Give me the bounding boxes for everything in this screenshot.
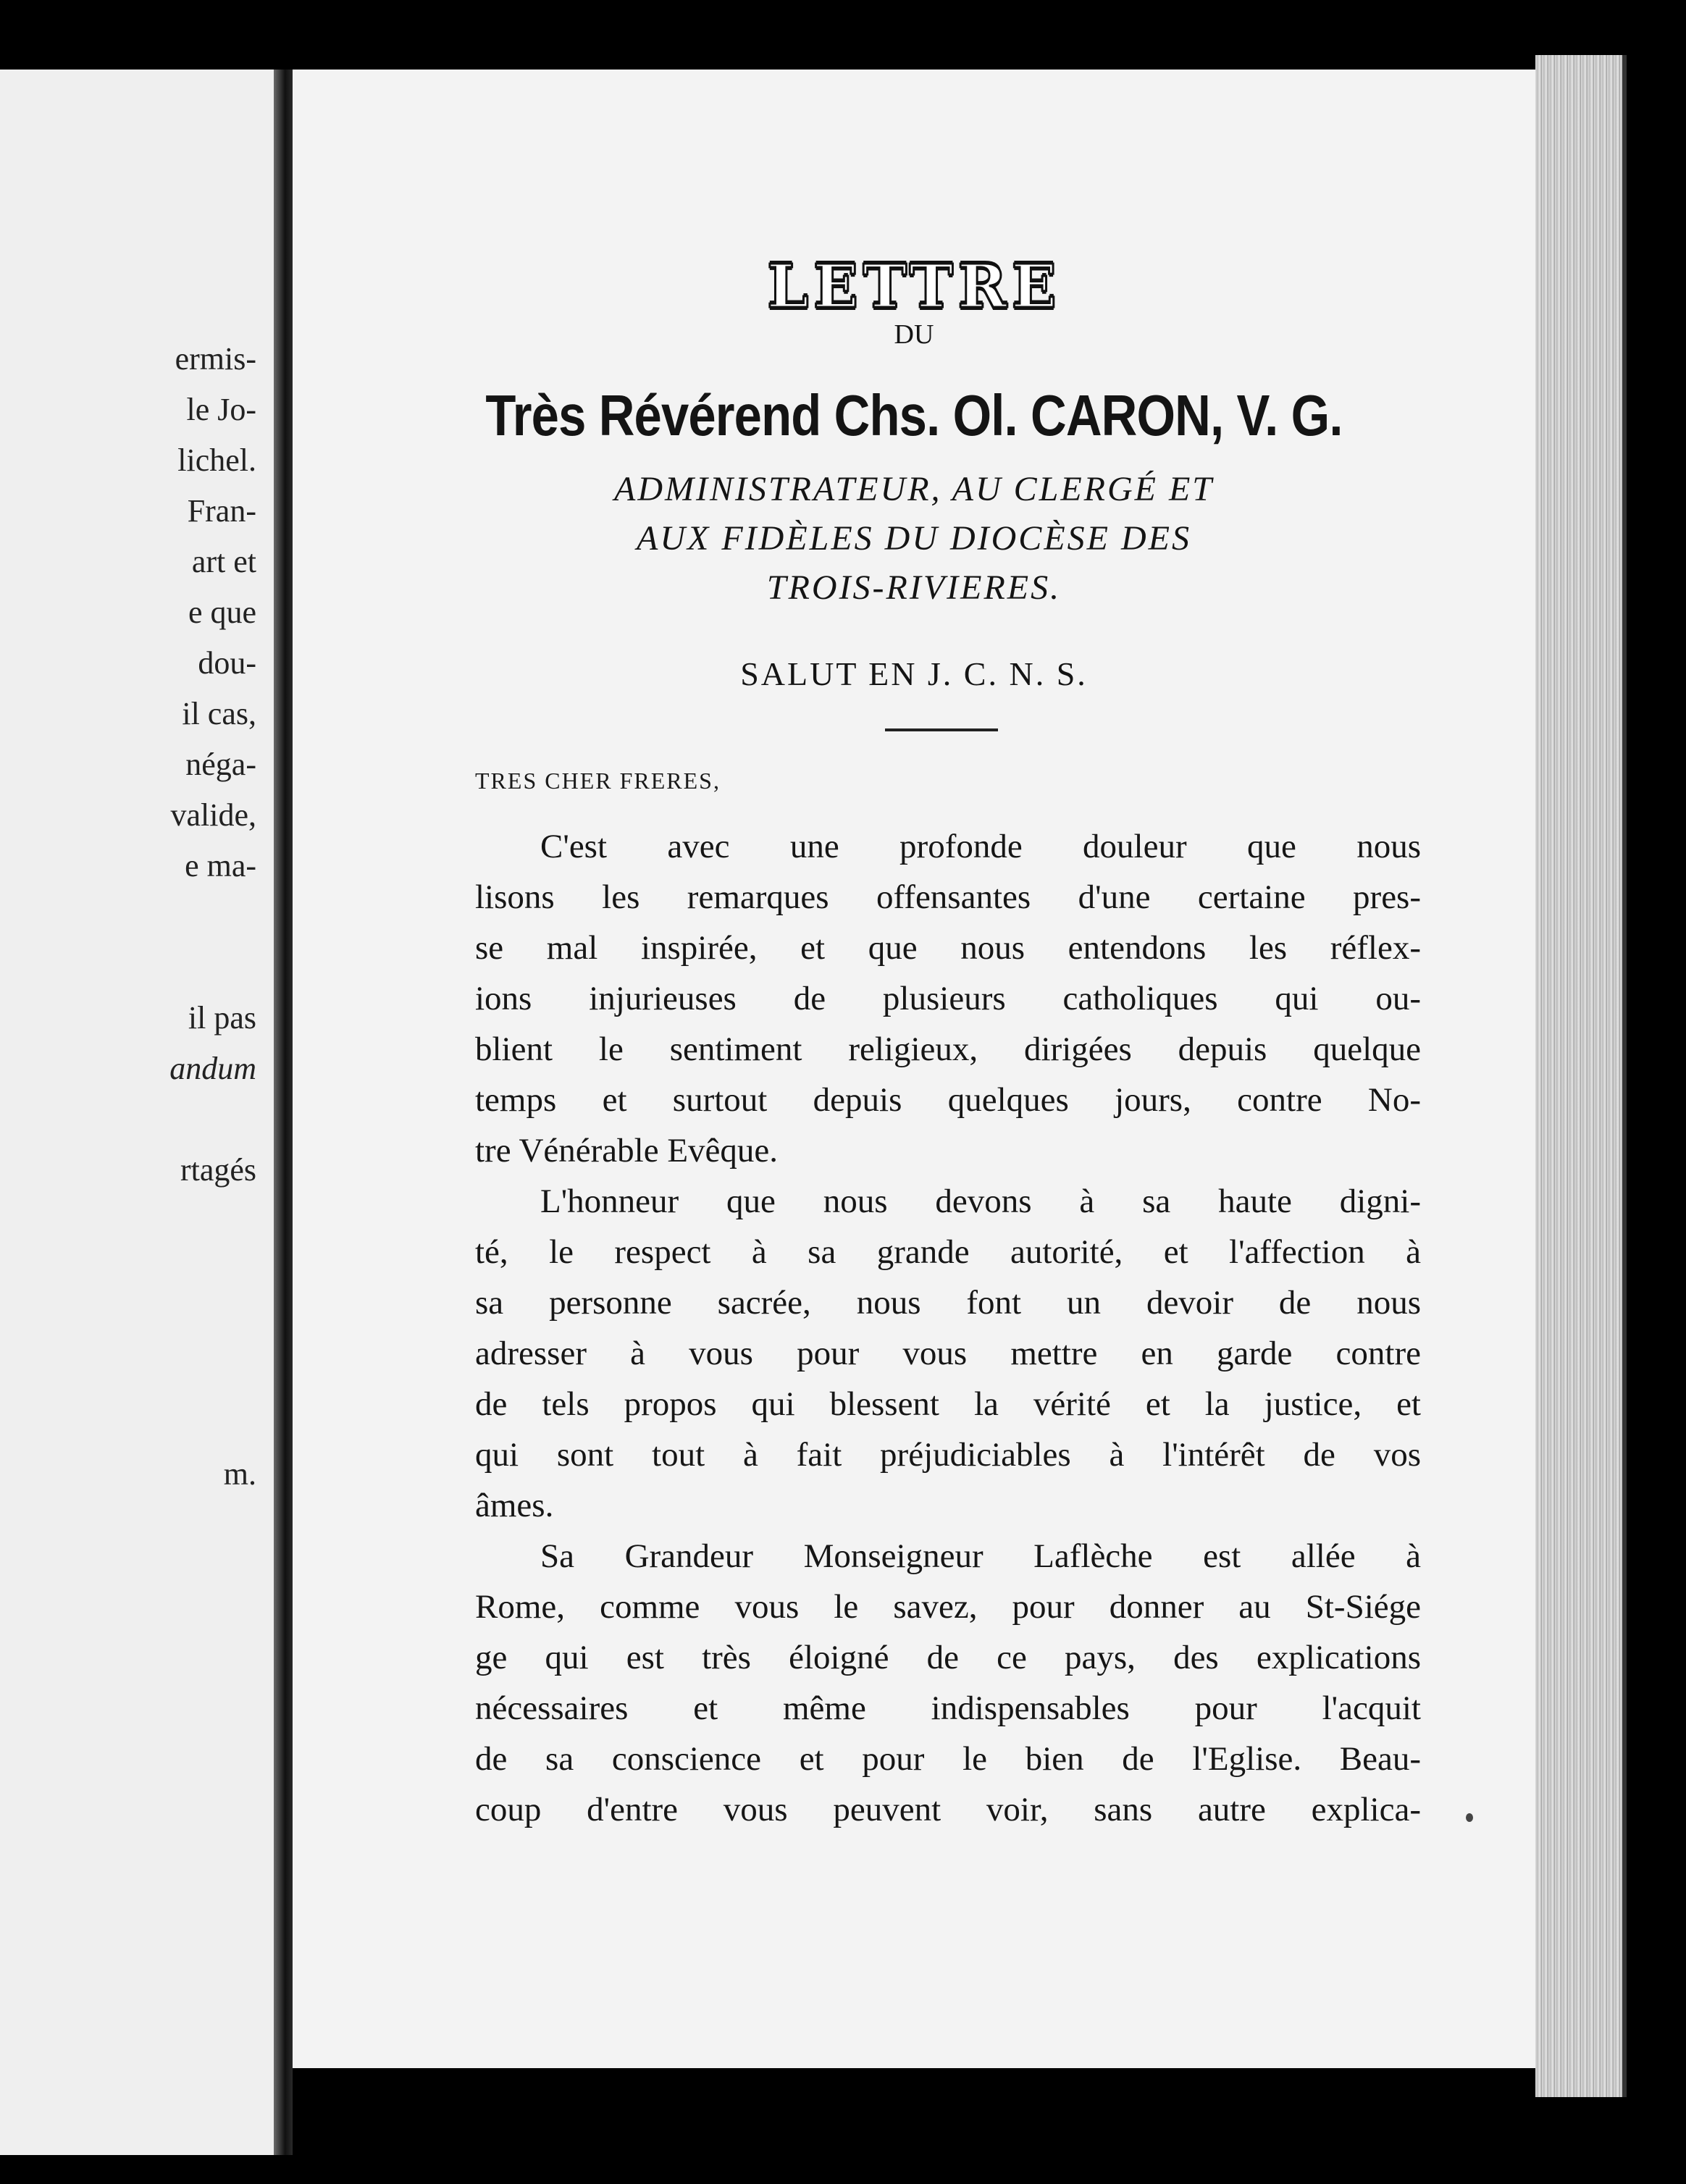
body-line: de sa conscience et pour le bien de l'Eglise. Beau-	[475, 1740, 1421, 1778]
body-line: Rome, comme vous le savez, pour donner au St-Siége	[475, 1588, 1421, 1626]
left-page-line: dou-	[198, 645, 256, 681]
left-page-line: art et	[191, 544, 256, 579]
body-line: se mal inspirée, et que nous entendons les réflex-	[475, 929, 1421, 967]
salut-line: SALUT EN J. C. N. S.	[740, 655, 1088, 692]
letter-title: LETTRE	[767, 252, 1061, 322]
body-line: Sa Grandeur Monseigneur Laflèche est allée à	[540, 1537, 1421, 1575]
body-line: nécessaires et même indispensables pour l'acquit	[475, 1689, 1421, 1727]
left-page-line: ermis-	[175, 341, 256, 377]
book-gutter	[274, 70, 293, 2155]
left-page-line: le Jo-	[186, 392, 256, 427]
divider-rule	[885, 728, 998, 731]
left-page-line: Fran-	[187, 493, 256, 529]
page-edges	[1535, 55, 1627, 2097]
subtitle-line: ADMINISTRATEUR, AU CLERGÉ ET	[614, 470, 1214, 508]
subtitle-line: TROIS-RIVIERES.	[766, 568, 1062, 607]
author-line: Très Révérend Chs. Ol. CARON, V. G.	[485, 383, 1343, 448]
body-line: sa personne sacrée, nous font un devoir de nous	[475, 1284, 1421, 1322]
body-text	[475, 821, 1421, 1835]
left-page-line: valide,	[170, 797, 256, 833]
salutation: TRES CHER FRERES,	[475, 768, 721, 794]
left-page-line: m.	[223, 1456, 256, 1492]
body-line: té, le respect à sa grande autorité, et l'affection à	[475, 1233, 1421, 1271]
left-page-line: il pas	[188, 1000, 256, 1036]
body-line: ge qui est très éloigné de ce pays, des explications	[475, 1639, 1421, 1676]
body-line: C'est avec une profonde douleur que nous	[540, 828, 1421, 865]
body-line: tre Vénérable Evêque.	[475, 1132, 778, 1169]
left-page-line: rtagés	[180, 1152, 256, 1188]
subtitle-line: AUX FIDÈLES DU DIOCÈSE DES	[637, 519, 1191, 558]
left-facing-page	[0, 70, 274, 2155]
left-page-line: e que	[188, 595, 256, 630]
paper-speck	[1466, 1813, 1473, 1822]
left-page-line: lichel.	[177, 442, 256, 478]
body-line: ions injurieuses de plusieurs catholiques qui ou-	[475, 980, 1421, 1017]
body-line: temps et surtout depuis quelques jours, contre No-	[475, 1081, 1421, 1119]
body-line: de tels propos qui blessent la vérité et la justice, et	[475, 1385, 1421, 1423]
body-line: coup d'entre vous peuvent voir, sans autre explica-	[475, 1791, 1421, 1828]
left-page-line: néga-	[185, 747, 256, 782]
left-page-line: andum	[169, 1051, 256, 1086]
body-line: qui sont tout à fait préjudiciables à l'intérêt de vos	[475, 1436, 1421, 1474]
body-line: blient le sentiment religieux, dirigées depuis quelque	[475, 1030, 1421, 1068]
left-page-line: il cas,	[182, 696, 256, 731]
body-line: L'honneur que nous devons à sa haute digni-	[540, 1183, 1421, 1220]
letter-du: DU	[894, 319, 934, 350]
body-line: âmes.	[475, 1487, 554, 1524]
body-line: lisons les remarques offensantes d'une certaine pres-	[475, 878, 1421, 916]
body-line: adresser à vous pour vous mettre en garde contre	[475, 1335, 1421, 1372]
left-page-line: e ma-	[185, 848, 256, 883]
